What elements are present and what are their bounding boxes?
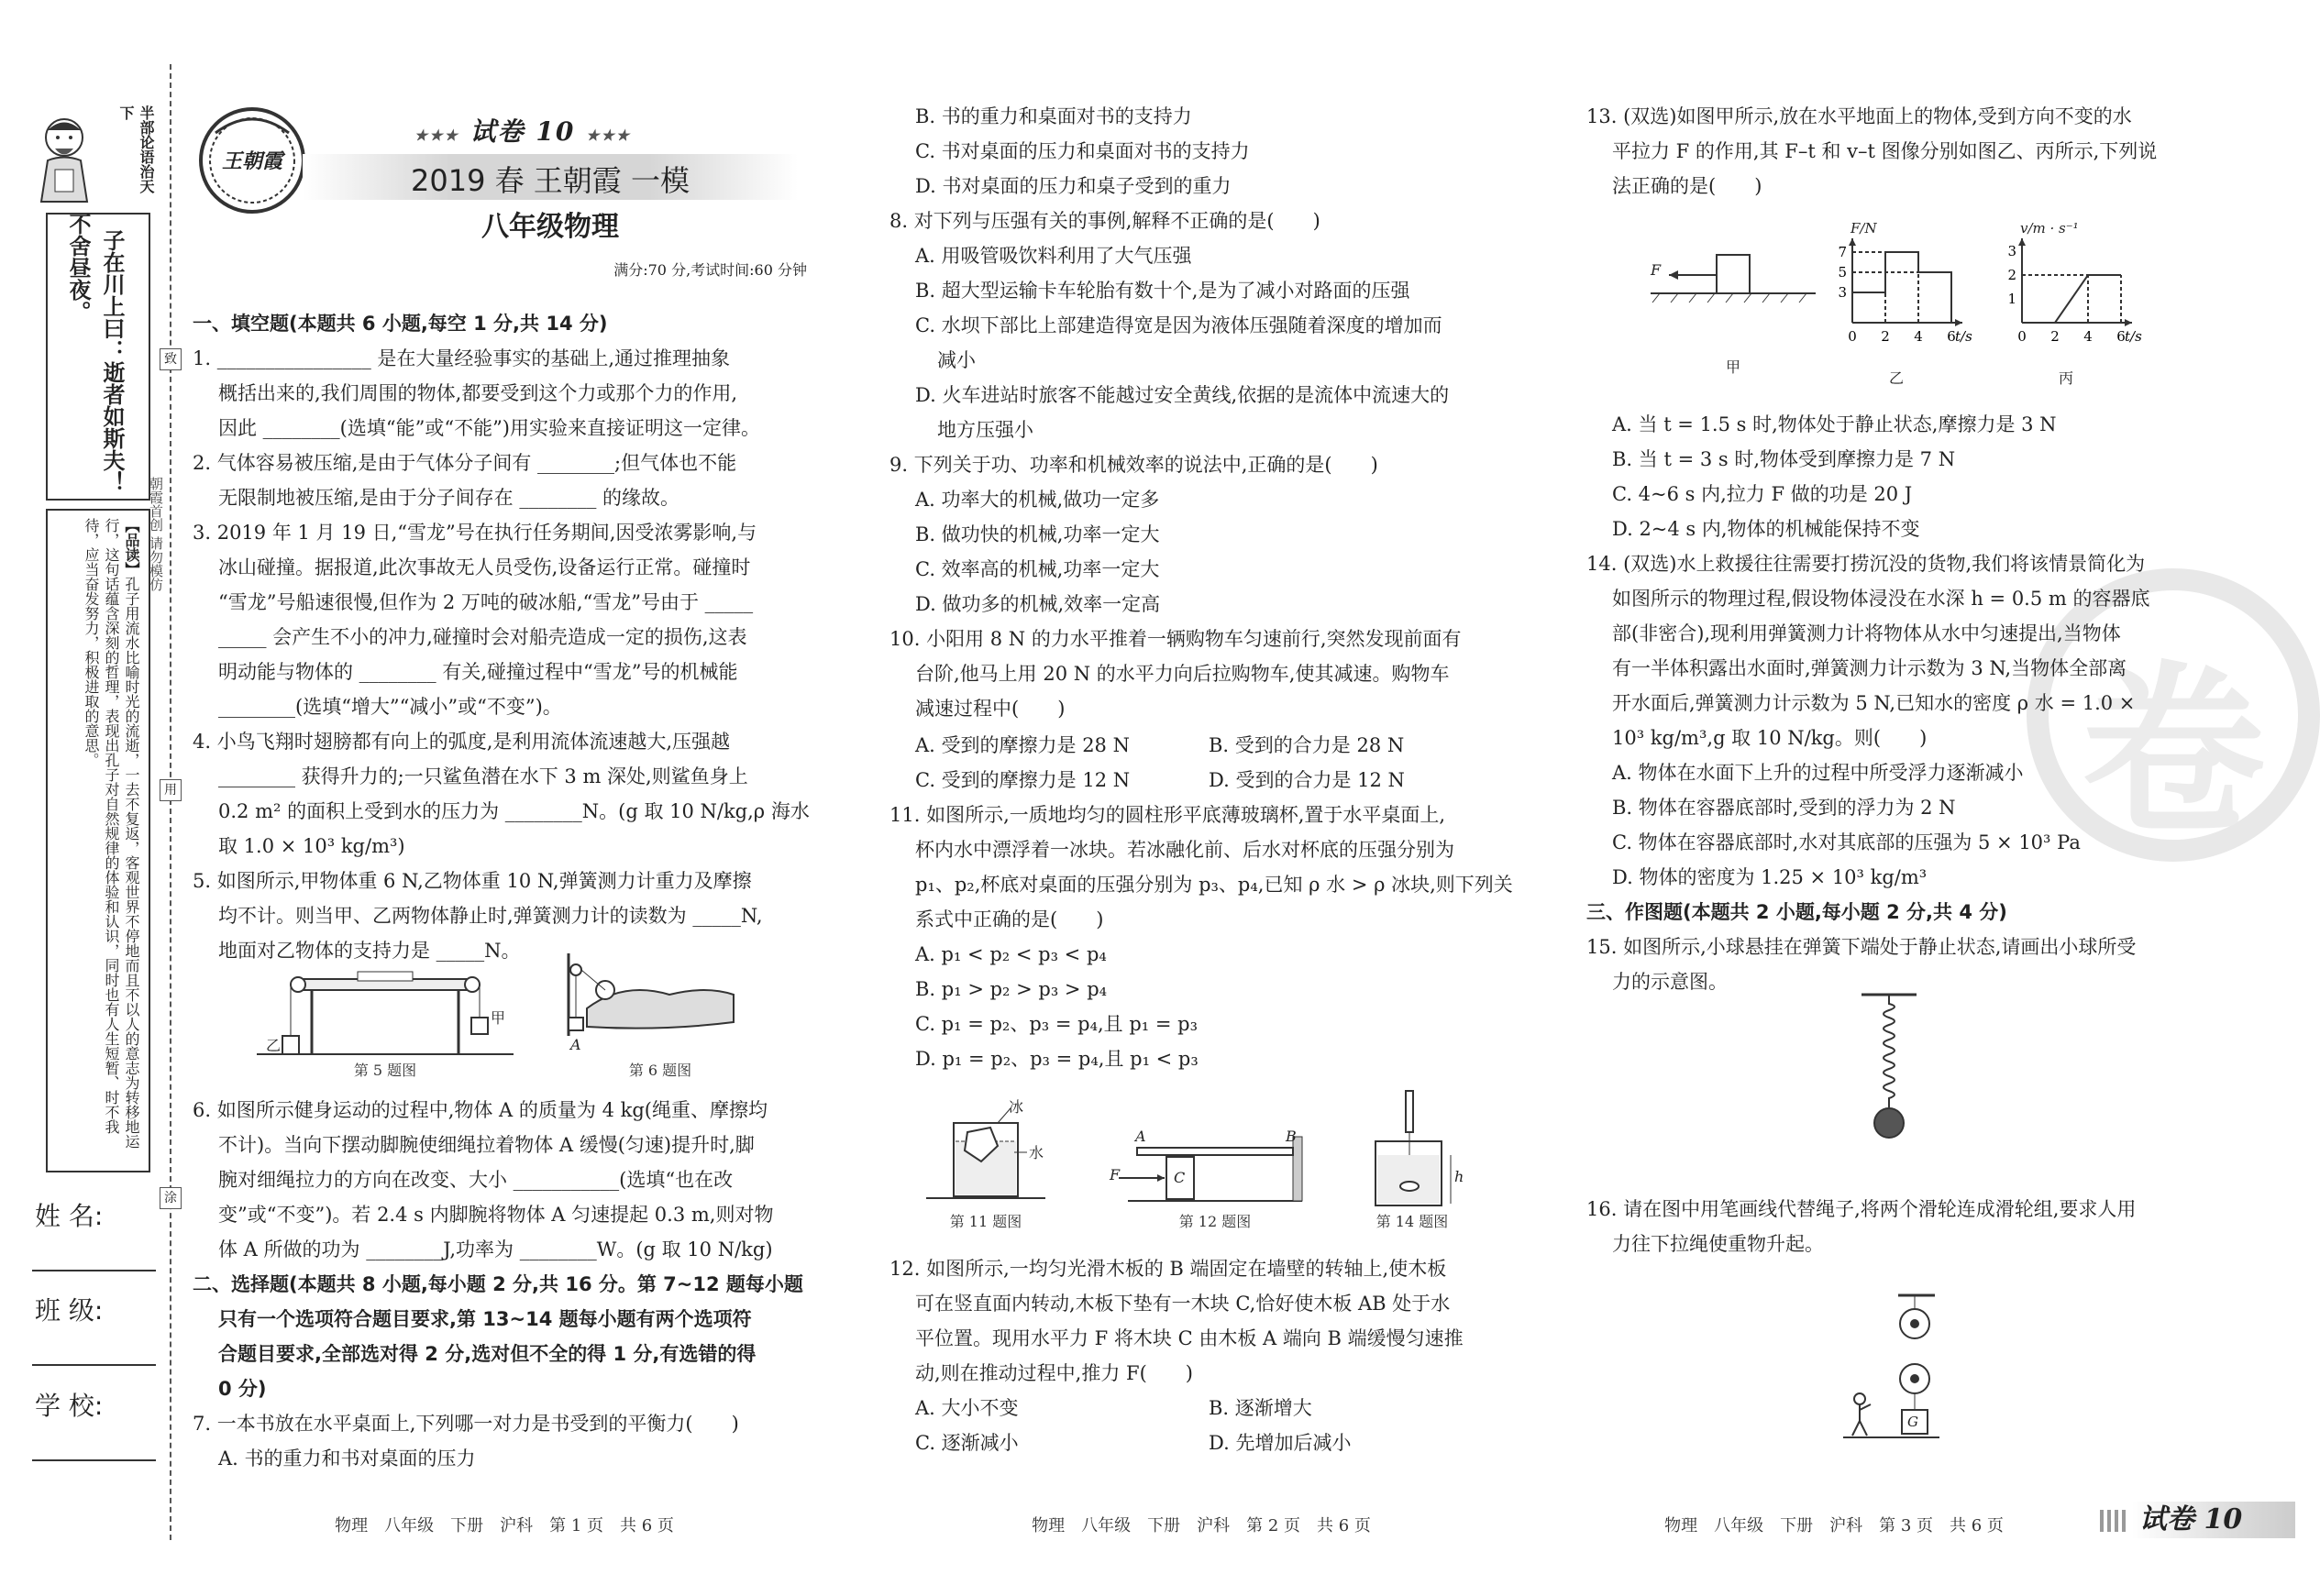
x-tick-label: 6 bbox=[2116, 328, 2126, 345]
figure-15 bbox=[1852, 990, 1926, 1146]
x-tick-label: 0 bbox=[1848, 328, 1857, 345]
y-axis-arrow bbox=[1849, 238, 1856, 246]
question-line: 8. 对下列与压强有关的事例,解释不正确的是( ) bbox=[889, 210, 1320, 232]
seal-char-3: 涂 bbox=[160, 1187, 182, 1209]
question-line: 部(非密合),现利用弹簧测力计将物体从水中匀速提出,当物体 bbox=[1612, 622, 2121, 644]
col2b-block bbox=[889, 798, 1513, 1076]
section-heading: 合题目要求,全部选对得 2 分,选对但不全的得 1 分,有选错的得 bbox=[218, 1343, 757, 1365]
seal-char-2: 用 bbox=[160, 779, 182, 801]
question-line: 平位置。现用水平力 F 将木块 C 由木板 A 端向 B 端缓慢匀速推 bbox=[915, 1327, 1464, 1349]
spring-scale-pulley-diagram bbox=[248, 944, 523, 1063]
question-line: D. 火车进站时旅客不能越过安全黄线,依据的是流体中流速大的 bbox=[915, 384, 1450, 406]
figure-13-label-yi: 乙 bbox=[1889, 369, 1905, 387]
col1-block bbox=[193, 306, 816, 968]
sidebar-portrait bbox=[28, 110, 101, 202]
y-axis-arrow bbox=[2018, 238, 2026, 246]
class-field[interactable] bbox=[32, 1364, 156, 1366]
question-line: 10³ kg/m³,g 取 10 N/kg。则( ) bbox=[1612, 727, 1928, 749]
figure-11 bbox=[926, 1095, 1055, 1205]
figure-11-label-water: 水 bbox=[1029, 1144, 1044, 1161]
question-line: 力的示意图。 bbox=[1612, 971, 1728, 993]
footer-badge-dots bbox=[2100, 1510, 2127, 1532]
figure-5 bbox=[248, 944, 523, 1073]
question-line: B. 物体在容器底部时,受到的浮力为 2 N bbox=[1612, 797, 1956, 819]
velocity-time-graph bbox=[1994, 220, 2150, 348]
section-heading: 0 分) bbox=[218, 1378, 267, 1400]
question-line: “雪龙”号船速很慢,但作为 2 万吨的破冰船,“雪龙”号由于 _____ bbox=[218, 591, 754, 613]
figure-12-label-f: F bbox=[1110, 1166, 1121, 1183]
question-line: 16. 请在图中用笔画线代替绳子,将两个滑轮连成滑轮组,要求人用 bbox=[1586, 1198, 2137, 1220]
question-line: B. 超大型运输卡车轮胎有数十个,是为了减小对路面的压强 bbox=[915, 280, 1410, 302]
question-line: 7. 一本书放在水平桌面上,下列哪一对力是书受到的平衡力( ) bbox=[193, 1413, 739, 1435]
figure-6-caption: 第 6 题图 bbox=[628, 1062, 692, 1079]
header-meta: 满分:70 分,考试时间:60 分钟 bbox=[613, 261, 807, 279]
question-line: 14. (双选)水上救援往往需要打捞沉没的货物,我们将该情景简化为 bbox=[1586, 553, 2146, 575]
q10-option-c: C. 受到的摩擦力是 12 N bbox=[915, 769, 1131, 791]
section-heading: 一、填空题(本题共 6 小题,每空 1 分,共 14 分) bbox=[193, 313, 608, 335]
question-line: 明动能与物体的 ________ 有关,碰撞过程中“雪龙”号的机械能 bbox=[218, 661, 738, 683]
question-line: 无限制地被压缩,是由于分子间存在 ________ 的缘故。 bbox=[218, 487, 680, 509]
figure-14-caption: 第 14 题图 bbox=[1375, 1213, 1449, 1230]
x-tick-label: 0 bbox=[2017, 328, 2027, 345]
figure-16-label-g: G bbox=[1907, 1414, 1918, 1430]
figure-14 bbox=[1366, 1091, 1467, 1210]
question-line: 动,则在推动过程中,推力 F( ) bbox=[915, 1362, 1193, 1384]
question-line: 减速过程中( ) bbox=[915, 698, 1066, 720]
question-line: 可在竖直面内转动,木板下垫有一木块 C,恰好使木板 AB 处于水 bbox=[915, 1293, 1451, 1315]
seal-char-1: 致 bbox=[160, 348, 182, 370]
q12-option-d: D. 先增加后减小 bbox=[1209, 1432, 1352, 1454]
class-label: 班 级: bbox=[35, 1295, 104, 1326]
badge-stars-right: ★★★ bbox=[586, 127, 632, 144]
section-heading: 只有一个选项符合题目要求,第 13~14 题每小题有两个选项符 bbox=[218, 1308, 752, 1330]
figure-5-label-yi: 乙 bbox=[266, 1037, 282, 1054]
question-line: C. 书对桌面的压力和桌面对书的支持力 bbox=[915, 140, 1250, 162]
question-line: 有一半体积露出水面时,弹簧测力计示数为 3 N,当物体全部离 bbox=[1612, 657, 2127, 679]
badge-stars-left: ★★★ bbox=[414, 127, 459, 144]
x-tick-label: 2 bbox=[2050, 328, 2060, 345]
question-line: 均不计。则当甲、乙两物体静止时,弹簧测力计的读数为 _____N, bbox=[218, 905, 763, 927]
question-line: _____ 会产生不小的冲力,碰撞时会对船壳造成一定的损伤,这表 bbox=[218, 626, 747, 648]
binding-strip-text: 朝霞首创 请勿模仿 bbox=[148, 477, 164, 591]
sidebar-motto-main: 子在川上曰：逝者如斯夫！ bbox=[99, 229, 125, 493]
question-line: C. p₁ = p₂、p₃ = p₄,且 p₁ = p₃ bbox=[915, 1013, 1199, 1035]
badge-text: 试卷 10 bbox=[470, 116, 576, 147]
question-line: D. 书对桌面的压力和桌子受到的重力 bbox=[915, 175, 1232, 197]
question-line: 12. 如图所示,一均匀光滑木板的 B 端固定在墙壁的转轴上,使木板 bbox=[889, 1258, 1447, 1280]
x-tick-label: 4 bbox=[2083, 328, 2093, 345]
x-axis-arrow bbox=[2125, 319, 2132, 326]
figure-6-label-a: A bbox=[570, 1036, 581, 1053]
question-line: B. 书的重力和桌面对书的支持力 bbox=[915, 105, 1192, 127]
section-heading: 二、选择题(本题共 8 小题,每小题 2 分,共 16 分。第 7~12 题每小题 bbox=[193, 1273, 803, 1295]
question-line: C. 效率高的机械,功率一定大 bbox=[915, 558, 1160, 580]
q12-option-c: C. 逐渐减小 bbox=[915, 1432, 1019, 1454]
q12-option-a: A. 大小不变 bbox=[915, 1397, 1019, 1419]
y-tick-label: 2 bbox=[2007, 267, 2016, 283]
spring-scale-water-diagram bbox=[1366, 1091, 1467, 1210]
question-line: 1. ________________ 是在大量经验事实的基础上,通过推理抽象 bbox=[193, 347, 731, 369]
section-heading: 三、作图题(本题共 2 小题,每小题 2 分,共 4 分) bbox=[1586, 901, 2007, 923]
q10-options bbox=[915, 728, 1502, 798]
figure-13-f-axis-label: F/N bbox=[1850, 220, 1877, 237]
question-line: 2. 气体容易被压缩,是由于气体分子间有 ________;但气体也不能 bbox=[193, 452, 737, 474]
question-line: 平拉力 F 的作用,其 F–t 和 v–t 图像分别如图乙、丙所示,下列说 bbox=[1612, 140, 2158, 162]
figure-6 bbox=[550, 944, 770, 1073]
y-tick-label: 7 bbox=[1838, 244, 1847, 260]
t-axis-label: t/s bbox=[2125, 328, 2142, 345]
question-line: 冰山碰撞。据报道,此次事故无人员受伤,设备运行正常。碰撞时 bbox=[218, 556, 751, 578]
question-line: 法正确的是( ) bbox=[1612, 175, 1762, 197]
figure-12-caption: 第 12 题图 bbox=[1178, 1213, 1252, 1230]
col3-block bbox=[1586, 99, 2210, 204]
question-line: 4. 小鸟飞翔时翅膀都有向上的弧度,是利用流体流速越大,压强越 bbox=[193, 731, 731, 753]
question-line: 力往下拉绳使重物升起。 bbox=[1612, 1233, 1824, 1255]
question-line: p₁、p₂,杯底对桌面的压强分别为 p₃、p₄,已知 ρ 水 > ρ 冰块,则下列关 bbox=[915, 874, 1513, 896]
question-line: A. 功率大的机械,做功一定多 bbox=[915, 489, 1160, 511]
question-line: 13. (双选)如图甲所示,放在水平地面上的物体,受到方向不变的水 bbox=[1586, 105, 2132, 127]
v-series bbox=[2022, 275, 2121, 323]
binding-line bbox=[170, 64, 171, 1540]
question-line: 腕对细绳拉力的方向在改变、大小 ___________(选填“也在改 bbox=[218, 1169, 734, 1191]
sidebar bbox=[0, 0, 170, 1596]
q10-option-a: A. 受到的摩擦力是 28 N bbox=[915, 734, 1130, 756]
question-line: 因此 ________(选填“能”或“不能”)用实验来直接证明这一定律。 bbox=[218, 417, 761, 439]
question-line: A. 用吸管吸饮料利用了大气压强 bbox=[915, 245, 1192, 267]
block-on-ground-diagram bbox=[1641, 238, 1825, 312]
figure-13-label-jia: 甲 bbox=[1726, 358, 1741, 376]
q10-option-d: D. 受到的合力是 12 N bbox=[1209, 769, 1405, 791]
fitness-exercise-diagram bbox=[550, 944, 770, 1063]
question-line: A. 书的重力和书对桌面的压力 bbox=[218, 1447, 476, 1469]
question-line: 3. 2019 年 1 月 19 日,“雪龙”号在执行任务期间,因受浓雾影响,与 bbox=[193, 522, 757, 544]
col1b-block bbox=[193, 1093, 816, 1476]
watermark-text: 卷 bbox=[2082, 645, 2266, 859]
question-line: 开水面后,弹簧测力计示数为 5 N,已知水的密度 ρ 水 = 1.0 × bbox=[1612, 692, 2136, 714]
question-line: B. 当 t = 3 s 时,物体受到摩擦力是 7 N bbox=[1612, 448, 1956, 470]
question-line: 10. 小阳用 8 N 的力水平推着一辆购物车匀速前行,突然发现前面有 bbox=[889, 628, 1462, 650]
question-line: 5. 如图所示,甲物体重 6 N,乙物体重 10 N,弹簧测力计重力及摩擦 bbox=[193, 870, 752, 892]
x-tick-label: 2 bbox=[1881, 328, 1890, 345]
sidebar-reading-text bbox=[53, 518, 141, 1160]
question-line: 变”或“不变”)。若 2.4 s 内脚腕将物体 A 匀速提起 0.3 m,则对物 bbox=[218, 1204, 774, 1226]
sidebar-motto-sub: 不舍昼夜。 bbox=[65, 213, 91, 323]
question-line: 概括出来的,我们周围的物体,都要受到这个力或那个力的作用, bbox=[218, 382, 738, 404]
sidebar-reading-body: 孔子用流水比喻时光的流逝，一去不复返，客观世界不停地而且不以人的意志为转移地运行，这句话蕴含深刻的哲理，表现出孔子对自然规律的体验和认识，同时也有人生短暂、时不我待，应当奋发努力，积极进取的意思。 bbox=[83, 518, 140, 1149]
figure-5-caption: 第 5 题图 bbox=[353, 1062, 417, 1079]
q10-option-b: B. 受到的合力是 28 N bbox=[1209, 734, 1405, 756]
x-tick-label: 4 bbox=[1914, 328, 1923, 345]
header-title: 2019 春 王朝霞 一模 bbox=[411, 163, 690, 198]
question-line: 体 A 所做的功为 ________J,功率为 ________W。(g 取 10 N/kg) bbox=[218, 1238, 773, 1260]
question-line: A. p₁ < p₂ < p₃ < p₄ bbox=[915, 943, 1107, 965]
question-line: 取 1.0 × 10³ kg/m³) bbox=[218, 835, 405, 857]
question-line: ________(选填“增大”“减小”或“不变”)。 bbox=[218, 696, 562, 718]
question-line: 6. 如图所示健身运动的过程中,物体 A 的质量为 4 kg(绳重、摩擦均 bbox=[193, 1099, 768, 1121]
footer-page-3: 物理 八年级 下册 沪科 第 3 页 共 6 页 bbox=[1664, 1516, 2004, 1535]
question-line: D. 2~4 s 内,物体的机械能保持不变 bbox=[1612, 518, 1920, 540]
force-time-graph bbox=[1825, 220, 1972, 348]
spring-with-ball-diagram bbox=[1852, 990, 1926, 1146]
figure-13-label-f: F bbox=[1651, 261, 1662, 279]
sidebar-reading-title: 【品读】 bbox=[123, 518, 140, 577]
figure-14-label-h: h bbox=[1454, 1168, 1464, 1185]
question-line: D. 物体的密度为 1.25 × 10³ kg/m³ bbox=[1612, 866, 1928, 888]
figure-13-bing bbox=[1994, 220, 2150, 387]
question-line: 9. 下列关于功、功率和机械效率的说法中,正确的是( ) bbox=[889, 454, 1378, 476]
figure-13-label-bing: 丙 bbox=[2059, 369, 2074, 387]
question-line: A. 物体在水面下上升的过程中所受浮力逐渐减小 bbox=[1612, 762, 2024, 784]
y-tick-label: 3 bbox=[2007, 243, 2016, 259]
header-logo bbox=[197, 105, 307, 215]
question-line: 15. 如图所示,小球悬挂在弹簧下端处于静止状态,请画出小球所受 bbox=[1586, 936, 2137, 958]
question-line: 系式中正确的是( ) bbox=[915, 908, 1104, 930]
question-line: A. 当 t = 1.5 s 时,物体处于静止状态,摩擦力是 3 N bbox=[1612, 413, 2057, 435]
figure-12-label-b: B bbox=[1286, 1128, 1297, 1145]
name-field[interactable] bbox=[32, 1270, 156, 1271]
confucius-icon bbox=[28, 110, 101, 202]
x-tick-label: 6 bbox=[1947, 328, 1956, 345]
question-line: 不计)。当向下摆动脚腕使细绳拉着物体 A 缓慢(匀速)提升时,脚 bbox=[218, 1134, 755, 1156]
figure-12-label-c: C bbox=[1174, 1169, 1186, 1186]
question-line: C. 物体在容器底部时,水对其底部的压强为 5 × 10³ Pa bbox=[1612, 831, 2081, 853]
q12-options bbox=[915, 1391, 1502, 1460]
figure-11-label-ice: 冰 bbox=[1009, 1098, 1024, 1116]
header-badge bbox=[376, 112, 669, 149]
question-line: 地面对乙物体的支持力是 _____N。 bbox=[218, 940, 521, 962]
question-line: ________ 获得升力的;一只鲨鱼潜在水下 3 m 深处,则鲨鱼身上 bbox=[218, 765, 748, 787]
y-tick-label: 1 bbox=[2007, 291, 2016, 307]
t-axis-label: t/s bbox=[1955, 328, 1972, 345]
question-line: 杯内水中漂浮着一冰块。若冰融化前、后水对杯底的压强分别为 bbox=[915, 839, 1454, 861]
question-line: 减小 bbox=[937, 349, 976, 371]
figure-16 bbox=[1834, 1291, 1944, 1442]
sidebar-corner-text: 半部论语治天下 bbox=[117, 105, 155, 193]
figure-13-v-axis-label: v/m · s⁻¹ bbox=[2020, 220, 2079, 237]
question-line: B. 做功快的机械,功率一定大 bbox=[915, 523, 1160, 545]
pulley-system-diagram bbox=[1834, 1291, 1944, 1442]
f-series bbox=[1852, 252, 1951, 323]
question-line: 台阶,他马上用 20 N 的水平力向后拉购物车,使其减速。购物车 bbox=[915, 663, 1450, 685]
footer-badge: 试卷 10 bbox=[2132, 1502, 2295, 1538]
question-line: C. 水坝下部比上部建造得宽是因为液体压强随着深度的增加而 bbox=[915, 314, 1442, 336]
question-line: 0.2 m² 的面积上受到水的压力为 ________N。(g 取 10 N/kg,ρ 海水 bbox=[218, 800, 810, 822]
y-tick-label: 5 bbox=[1838, 264, 1847, 281]
name-label: 姓 名: bbox=[35, 1201, 104, 1231]
question-line: C. 4~6 s 内,拉力 F 做的功是 20 J bbox=[1612, 483, 1913, 505]
y-tick-label: 3 bbox=[1838, 284, 1847, 301]
figure-12-label-a: A bbox=[1135, 1128, 1146, 1145]
school-label: 学 校: bbox=[35, 1391, 104, 1421]
col2c-block bbox=[889, 1251, 1513, 1391]
brand-seal-text: 王朝霞 bbox=[221, 149, 282, 173]
school-field[interactable] bbox=[32, 1459, 156, 1461]
question-line: D. p₁ = p₂、p₃ = p₄,且 p₁ < p₃ bbox=[915, 1048, 1199, 1070]
figure-13-jia bbox=[1641, 238, 1825, 376]
q16-block bbox=[1586, 1192, 2210, 1261]
col3b-block bbox=[1586, 407, 2210, 999]
x-axis-arrow bbox=[1955, 319, 1962, 326]
footer-page-1: 物理 八年级 下册 沪科 第 1 页 共 6 页 bbox=[335, 1516, 674, 1535]
question-line: 11. 如图所示,一质地均匀的圆柱形平底薄玻璃杯,置于水平桌面上, bbox=[889, 804, 1446, 826]
footer-page-2: 物理 八年级 下册 沪科 第 2 页 共 6 页 bbox=[1032, 1516, 1371, 1535]
question-line: D. 做功多的机械,效率一定高 bbox=[915, 593, 1161, 615]
figure-12 bbox=[1110, 1128, 1311, 1210]
q12-option-b: B. 逐渐增大 bbox=[1209, 1397, 1312, 1419]
header-subtitle: 八年级物理 bbox=[481, 211, 619, 243]
figure-5-label-jia: 甲 bbox=[491, 1009, 506, 1027]
question-line: B. p₁ > p₂ > p₃ > p₄ bbox=[915, 978, 1108, 1000]
question-line: 地方压强小 bbox=[937, 419, 1033, 441]
question-line: 如图所示的物理过程,假设物体浸没在水深 h = 0.5 m 的容器底 bbox=[1612, 588, 2150, 610]
figure-11-caption: 第 11 题图 bbox=[949, 1213, 1022, 1230]
figure-13-yi bbox=[1825, 220, 1972, 387]
col2-block bbox=[889, 99, 1513, 726]
